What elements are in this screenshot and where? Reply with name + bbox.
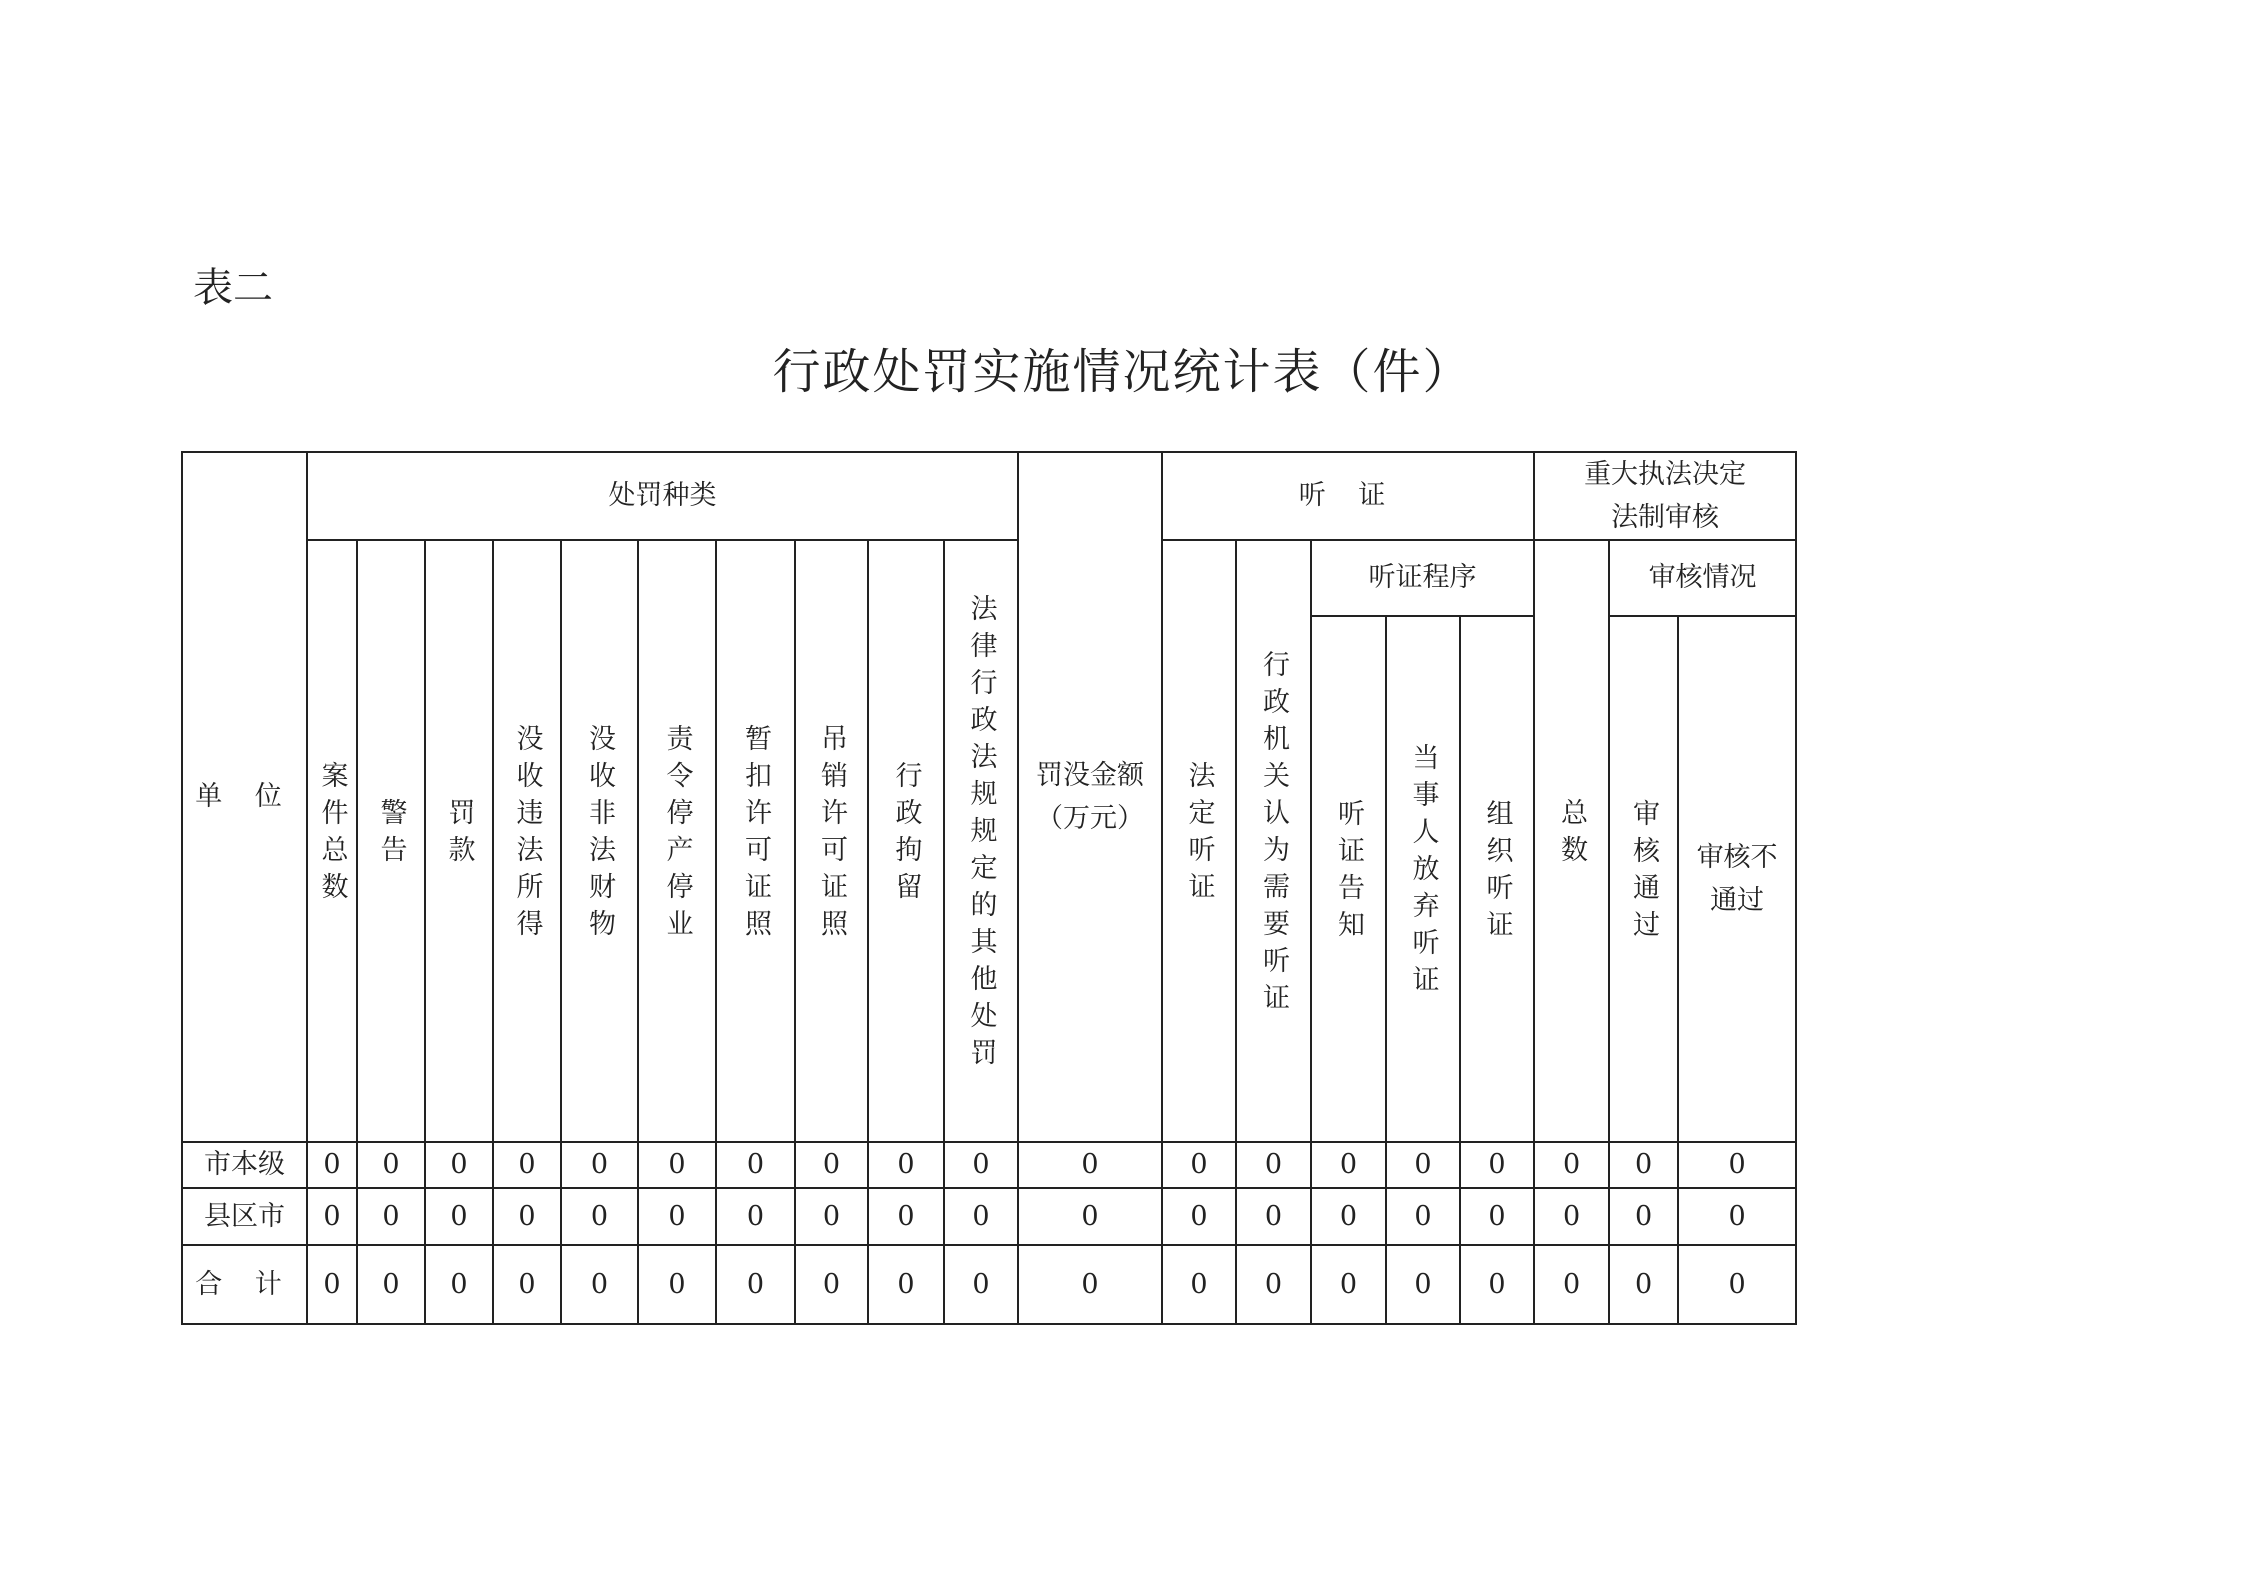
cell: 0 bbox=[638, 1245, 716, 1324]
header-review-status: 审核情况 bbox=[1609, 540, 1796, 616]
header-col-fine: 罚款 bbox=[425, 540, 493, 1142]
cell: 0 bbox=[307, 1142, 357, 1188]
cell: 0 bbox=[1018, 1142, 1162, 1188]
cell: 0 bbox=[357, 1188, 425, 1245]
header-hearing: 听 证 bbox=[1162, 452, 1534, 540]
cell: 0 bbox=[1386, 1245, 1460, 1324]
cell: 0 bbox=[357, 1142, 425, 1188]
header-col-confiscate-property: 没收非法财物 bbox=[561, 540, 638, 1142]
cell: 0 bbox=[1534, 1188, 1609, 1245]
cell: 0 bbox=[1609, 1142, 1678, 1188]
header-penalty-types: 处罚种类 bbox=[307, 452, 1018, 540]
table-row bbox=[182, 1142, 1796, 1188]
cell: 0 bbox=[795, 1142, 868, 1188]
cell: 0 bbox=[357, 1245, 425, 1324]
table-row bbox=[182, 1245, 1796, 1324]
cell: 0 bbox=[716, 1188, 795, 1245]
table-label: 表二 bbox=[193, 265, 273, 311]
cell: 0 bbox=[1236, 1142, 1311, 1188]
cell: 0 bbox=[795, 1245, 868, 1324]
cell: 0 bbox=[868, 1245, 944, 1324]
cell: 0 bbox=[716, 1245, 795, 1324]
header-fine-amount: 罚没金额（万元） bbox=[1018, 452, 1162, 1142]
cell: 0 bbox=[1311, 1245, 1386, 1324]
cell: 0 bbox=[307, 1245, 357, 1324]
header-col-case-total: 案件总数 bbox=[307, 540, 357, 1142]
cell: 0 bbox=[1386, 1188, 1460, 1245]
row-unit: 市本级 bbox=[182, 1142, 307, 1188]
header-col-review-fail: 审核不通过 bbox=[1678, 616, 1796, 1142]
cell: 0 bbox=[561, 1245, 638, 1324]
header-col-other-penalty: 法律行政法规规定的其他处罚 bbox=[944, 540, 1018, 1142]
cell: 0 bbox=[307, 1188, 357, 1245]
header-col-warning: 警告 bbox=[357, 540, 425, 1142]
cell: 0 bbox=[1236, 1245, 1311, 1324]
cell: 0 bbox=[944, 1245, 1018, 1324]
cell: 0 bbox=[1311, 1188, 1386, 1245]
header-col-review-total: 总数 bbox=[1534, 540, 1609, 1142]
cell: 0 bbox=[944, 1142, 1018, 1188]
cell: 0 bbox=[1678, 1245, 1796, 1324]
cell: 0 bbox=[493, 1188, 561, 1245]
cell: 0 bbox=[716, 1142, 795, 1188]
header-col-suspend-license: 暂扣许可证照 bbox=[716, 540, 795, 1142]
table-row bbox=[182, 1188, 1796, 1245]
cell: 0 bbox=[1162, 1245, 1236, 1324]
cell: 0 bbox=[1236, 1188, 1311, 1245]
cell: 0 bbox=[1018, 1188, 1162, 1245]
header-col-detention: 行政拘留 bbox=[868, 540, 944, 1142]
cell: 0 bbox=[1386, 1142, 1460, 1188]
header-col-hearing-notice: 听证告知 bbox=[1311, 616, 1386, 1142]
cell: 0 bbox=[1460, 1188, 1534, 1245]
header-col-organize-hearing: 组织听证 bbox=[1460, 616, 1534, 1142]
header-col-waive-hearing: 当事人放弃听证 bbox=[1386, 616, 1460, 1142]
header-review: 重大执法决定法制审核 bbox=[1534, 452, 1796, 540]
header-col-revoke-license: 吊销许可证照 bbox=[795, 540, 868, 1142]
cell: 0 bbox=[944, 1188, 1018, 1245]
cell: 0 bbox=[1018, 1245, 1162, 1324]
header-col-review-pass: 审核通过 bbox=[1609, 616, 1678, 1142]
cell: 0 bbox=[1678, 1142, 1796, 1188]
cell: 0 bbox=[1609, 1245, 1678, 1324]
header-hearing-procedure: 听证程序 bbox=[1311, 540, 1534, 616]
header-unit: 单 位 bbox=[182, 452, 307, 1142]
cell: 0 bbox=[1534, 1245, 1609, 1324]
cell: 0 bbox=[638, 1142, 716, 1188]
page-title: 行政处罚实施情况统计表（件） bbox=[772, 344, 1473, 400]
header-col-confiscate-gains: 没收违法所得 bbox=[493, 540, 561, 1142]
cell: 0 bbox=[868, 1188, 944, 1245]
cell: 0 bbox=[561, 1142, 638, 1188]
header-col-legal-hearing: 法定听证 bbox=[1162, 540, 1236, 1142]
cell: 0 bbox=[1534, 1142, 1609, 1188]
cell: 0 bbox=[1311, 1142, 1386, 1188]
cell: 0 bbox=[425, 1245, 493, 1324]
cell: 0 bbox=[638, 1188, 716, 1245]
row-unit: 合 计 bbox=[182, 1245, 307, 1324]
cell: 0 bbox=[1162, 1142, 1236, 1188]
cell: 0 bbox=[868, 1142, 944, 1188]
cell: 0 bbox=[1162, 1188, 1236, 1245]
cell: 0 bbox=[425, 1188, 493, 1245]
cell: 0 bbox=[493, 1245, 561, 1324]
cell: 0 bbox=[425, 1142, 493, 1188]
statistics-table bbox=[181, 451, 1797, 1325]
cell: 0 bbox=[493, 1142, 561, 1188]
cell: 0 bbox=[1460, 1142, 1534, 1188]
cell: 0 bbox=[1678, 1188, 1796, 1245]
header-col-agency-hearing: 行政机关认为需要听证 bbox=[1236, 540, 1311, 1142]
header-col-suspend-business: 责令停产停业 bbox=[638, 540, 716, 1142]
row-unit: 县区市 bbox=[182, 1188, 307, 1245]
cell: 0 bbox=[561, 1188, 638, 1245]
cell: 0 bbox=[795, 1188, 868, 1245]
cell: 0 bbox=[1609, 1188, 1678, 1245]
cell: 0 bbox=[1460, 1245, 1534, 1324]
